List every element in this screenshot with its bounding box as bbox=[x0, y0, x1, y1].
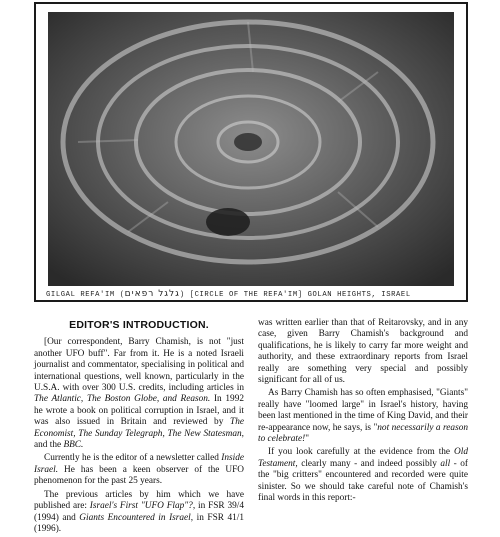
p6-text: If you look carefully at the evidence from the bbox=[268, 447, 455, 458]
p1-text: [Our correspondent, Barry Chamish, is not "just another UFO buff". Far from it. He is a noted Israeli journalist and commentator, specialising in political and international questions, well known, particularly in the U.S.A. with over 300 U.S. credits, including articles in bbox=[34, 337, 244, 394]
p6-old-testament: Old Testament, bbox=[258, 447, 468, 469]
stone-circles-image bbox=[48, 12, 454, 286]
aerial-photo bbox=[48, 12, 454, 286]
p1-text-b: In 1992 he wrote a book on political corruption in Israel, and it was also issued in Britain and reviewed by bbox=[34, 394, 244, 428]
p5-text-b: " bbox=[305, 434, 310, 445]
p6-all: all bbox=[440, 458, 451, 469]
right-column bbox=[258, 318, 468, 507]
p1-publications-2: The Economist, The Sunday Telegraph, The New Statesman, bbox=[34, 417, 244, 439]
photo-caption bbox=[46, 289, 458, 299]
paragraph-2 bbox=[34, 453, 244, 487]
p3-text-c: in FSR 41/1 (1996). bbox=[34, 512, 245, 534]
photo-frame bbox=[34, 2, 468, 302]
p1-bbc: BBC. bbox=[63, 440, 84, 451]
caption-right: ) [CIRCLE OF THE REFA'IM] GOLAN HEIGHTS, ISRAEL bbox=[179, 291, 411, 299]
p3-title-2: Giants Encountered in Israel, bbox=[79, 512, 194, 523]
article-title: EDITOR'S INTRODUCTION. bbox=[69, 319, 209, 331]
p2-text-b: He has been a keen observer of the UFO phenomenon for the past 25 years. bbox=[34, 464, 244, 487]
p5-quote: not necessarily a reason to celebrate! bbox=[258, 422, 468, 445]
paragraph-1 bbox=[34, 337, 244, 451]
paragraph-6 bbox=[258, 447, 468, 504]
p6-text-c: - of the "big critters" encountered and recorded were quite sinister. So we should take careful note of Chamish's final words in this report:- bbox=[258, 458, 468, 504]
caption-hebrew: גלגל רפאים bbox=[124, 289, 180, 299]
p2-newsletter: Inside Israel. bbox=[34, 453, 244, 475]
p2-text: Currently he is the editor of a newsletter called bbox=[44, 453, 222, 464]
paragraph-4: was written earlier than that of Reitarovsky, and in any case, given Barry Chamish's background and qualifications, he is likely to carry far more weight and authority, and these extraordinary reports from Israel really are something very special and possibly significant for all of us. bbox=[258, 318, 468, 386]
p3-text: The previous articles by him which we have published are: bbox=[34, 489, 244, 512]
p3-text-b: , in FSR 39/4 (1994) and bbox=[34, 501, 244, 523]
p1-text-c: and the bbox=[34, 440, 64, 451]
p5-text: As Barry Chamish has so often emphasised, "Giants" really have "loomed large" in Israel's history, having been last mentioned in the time of King David, and their re-appearance now, he says, is " bbox=[258, 388, 468, 433]
p6-text-b: clearly many - and indeed possibly bbox=[297, 458, 441, 469]
left-column bbox=[34, 316, 244, 537]
paragraph-5 bbox=[258, 388, 468, 445]
caption-left: GILGAL REFA'IM ( bbox=[46, 291, 125, 299]
paragraph-3 bbox=[34, 490, 244, 536]
p3-title-1: Israel's First "UFO Flap"? bbox=[89, 501, 193, 512]
p1-publications: The Atlantic, The Boston Globe, and Reason. bbox=[34, 394, 211, 405]
